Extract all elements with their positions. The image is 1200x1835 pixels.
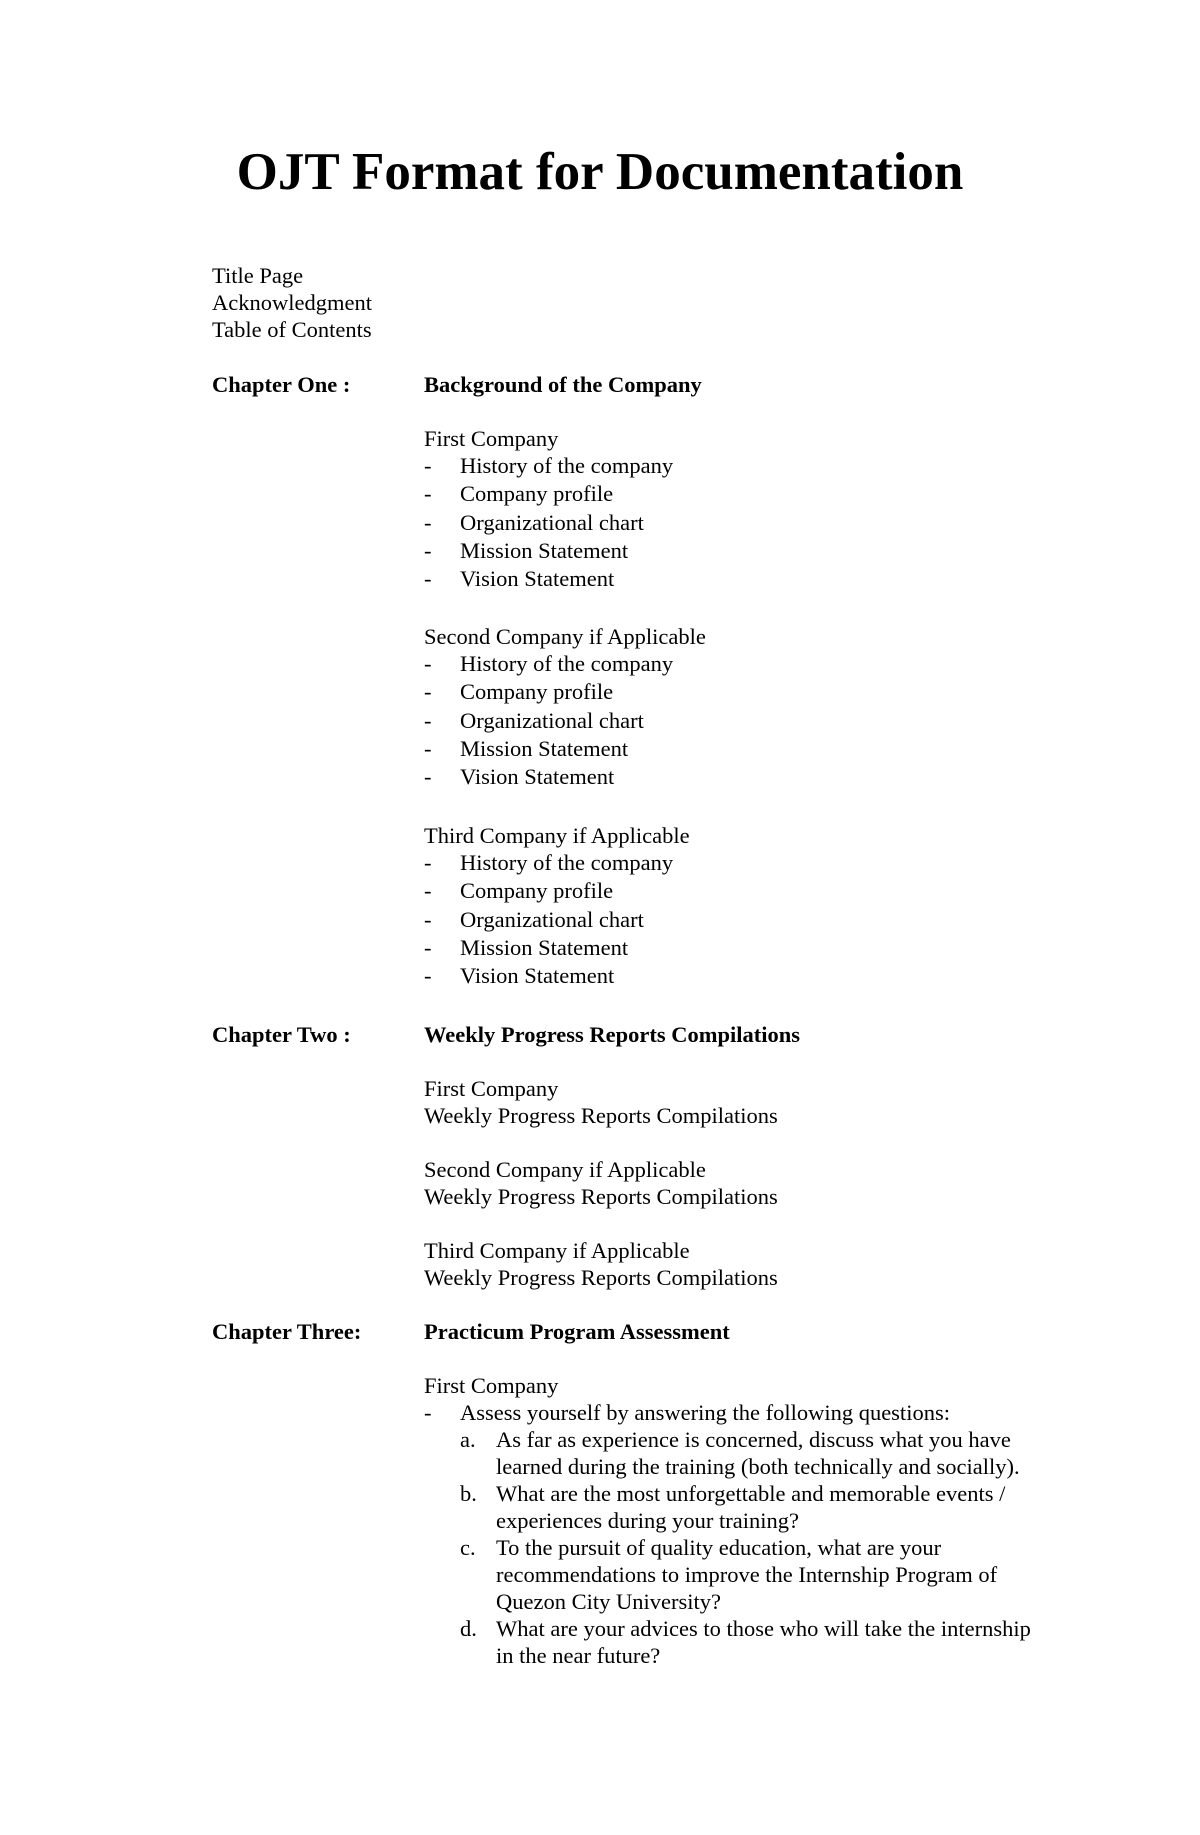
question-line: What are the most unforgettable and memorable events / — [496, 1481, 1006, 1506]
company-line: Weekly Progress Reports Compilations — [424, 1103, 778, 1128]
chapter-two-label: Chapter Two : — [212, 1022, 351, 1047]
list-item: Vision Statement — [460, 963, 615, 988]
list-item: Vision Statement — [460, 764, 615, 789]
assessment-instruction: Assess yourself by answering the following questions: — [460, 1400, 950, 1425]
company-name: Third Company if Applicable — [424, 823, 690, 848]
question-line: What are your advices to those who will take the internship — [496, 1616, 1031, 1641]
front-matter-item: Table of Contents — [212, 317, 372, 342]
list-item: Mission Statement — [460, 935, 629, 960]
company-name: Second Company if Applicable — [424, 624, 706, 649]
company-name: Second Company if Applicable — [424, 1157, 706, 1182]
list-item: Vision Statement — [460, 566, 615, 591]
question-line: Quezon City University? — [496, 1589, 721, 1614]
chapter-two-heading: Weekly Progress Reports Compilations — [424, 1022, 801, 1047]
list-item: History of the company — [460, 651, 674, 676]
company-name: First Company — [424, 1076, 559, 1101]
list-dash: - — [424, 481, 432, 506]
chapter-one-label: Chapter One : — [212, 372, 351, 397]
list-dash: - — [424, 538, 432, 563]
list-dash: - — [424, 764, 432, 789]
question-marker: a. — [460, 1427, 476, 1452]
question-line: As far as experience is concerned, discuss what you have — [496, 1427, 1011, 1452]
front-matter-item: Title Page — [212, 263, 304, 288]
list-dash: - — [424, 963, 432, 988]
list-dash: - — [424, 878, 432, 903]
chapter-three-label: Chapter Three: — [212, 1319, 362, 1344]
list-dash: - — [424, 708, 432, 733]
question-marker: b. — [460, 1481, 477, 1506]
question-line: in the near future? — [496, 1643, 661, 1668]
list-dash: - — [424, 651, 432, 676]
list-item: Organizational chart — [460, 907, 644, 932]
list-dash: - — [424, 566, 432, 591]
list-dash: - — [424, 510, 432, 535]
list-dash: - — [424, 1400, 432, 1425]
question-line: experiences during your training? — [496, 1508, 800, 1533]
list-dash: - — [424, 850, 432, 875]
list-dash: - — [424, 679, 432, 704]
list-item: Company profile — [460, 878, 614, 903]
question-line: To the pursuit of quality education, what are your — [496, 1535, 942, 1560]
list-item: Organizational chart — [460, 708, 644, 733]
company-line: Weekly Progress Reports Compilations — [424, 1184, 778, 1209]
list-item: Company profile — [460, 679, 614, 704]
list-item: History of the company — [460, 850, 674, 875]
company-name: First Company — [424, 1373, 559, 1398]
company-name: First Company — [424, 426, 559, 451]
question-line: learned during the training (both technically and socially). — [496, 1454, 1020, 1479]
front-matter-item: Acknowledgment — [212, 290, 372, 315]
question-marker: d. — [460, 1616, 477, 1641]
question-line: recommendations to improve the Internship Program of — [496, 1562, 998, 1587]
chapter-three-heading: Practicum Program Assessment — [424, 1319, 730, 1344]
list-item: Company profile — [460, 481, 614, 506]
list-item: Mission Statement — [460, 736, 629, 761]
list-item: History of the company — [460, 453, 674, 478]
chapter-one-heading: Background of the Company — [424, 372, 702, 397]
list-dash: - — [424, 907, 432, 932]
list-item: Organizational chart — [460, 510, 644, 535]
list-item: Mission Statement — [460, 538, 629, 563]
list-dash: - — [424, 736, 432, 761]
company-line: Weekly Progress Reports Compilations — [424, 1265, 778, 1290]
list-dash: - — [424, 935, 432, 960]
question-marker: c. — [460, 1535, 476, 1560]
list-dash: - — [424, 453, 432, 478]
page-title: OJT Format for Documentation — [236, 143, 964, 201]
company-name: Third Company if Applicable — [424, 1238, 690, 1263]
